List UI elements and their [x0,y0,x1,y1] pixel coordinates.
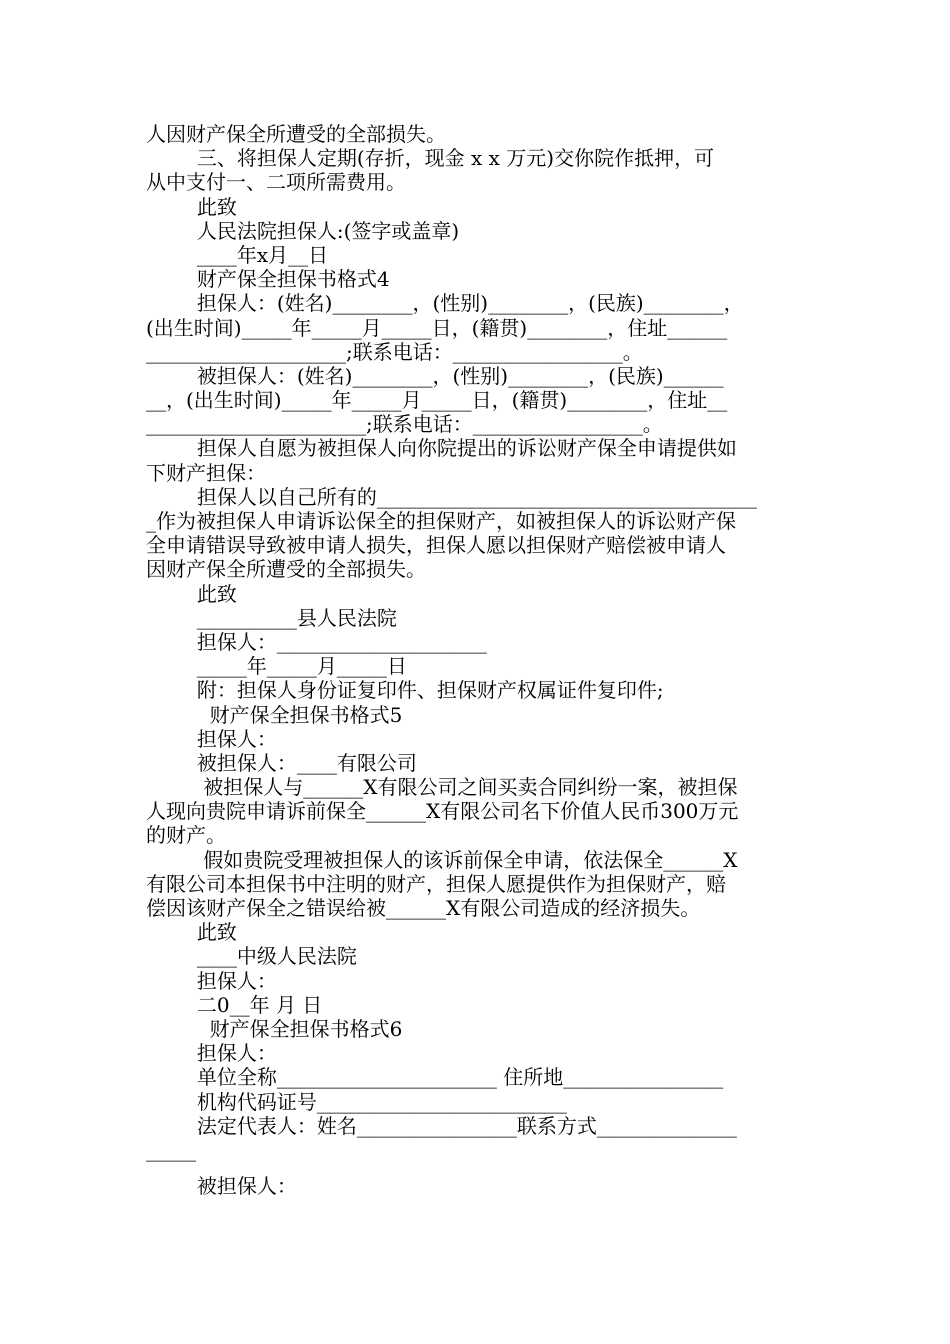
document-line: 被担保人与______X有限公司之间买卖合同纠纷一案，被担保 [146,775,738,800]
document-line: 人因财产保全所遭受的全部损失。 [146,122,446,146]
document-line: (出生时间)_____年_____月_____日，(籍贯)________，住址______ [146,315,728,340]
document-line: 担保人： [146,1041,277,1066]
document-line: 附：担保人身份证复印件、担保财产权属证件复印件; [146,678,664,703]
document-line: 人民法院担保人:(签字或盖章) [146,218,460,243]
document-line: ______________________;联系电话：_________________。 [146,412,663,437]
document-line: __________县人民法院 [146,605,397,630]
document-line: 的财产。 [146,823,226,848]
document-line: ____________________;联系电话：_________________。 [146,339,643,364]
document-line: 下财产担保： [146,460,266,485]
document-line: 全申请错误导致被申请人损失，担保人愿以担保财产赔偿被申请人 [146,533,726,558]
line-gap [146,1162,808,1174]
document-line: 偿因该财产保全之错误给被______X有限公司造成的经济损失。 [146,896,701,920]
document-line: 单位全称______________________ 住所地________________ [146,1065,724,1090]
document-line: 财产保全担保书格式5 [146,702,403,727]
document-line: 此致 [146,581,237,606]
document-line: 担保人： [146,968,277,993]
document-line: __，(出生时间)_____年_____月_____日，(籍贯)________，住址__ [146,388,728,413]
document-line: 此致 [146,920,237,945]
document-line: 财产保全担保书格式4 [146,267,390,292]
document-body [146,122,808,1198]
document-line: 人现向贵院申请诉前保全______X有限公司名下价值人民币300万元 [146,799,739,824]
document-line: 担保人：_____________________ [146,629,487,654]
document-line: 担保人：(姓名)________，(性别)________，(民族)________， [146,291,744,316]
document-line: 法定代表人：姓名________________联系方式______________ [146,1113,737,1138]
document-line: ____年x月__日 [146,242,329,267]
document-line: 机构代码证号_________________________ [146,1089,567,1114]
document-line: _作为被担保人申请诉讼保全的担保财产，如被担保人的诉讼财产保 [146,509,736,533]
document-line: 被担保人： [146,1174,297,1199]
document-line: 有限公司本担保书中注明的财产，担保人愿提供作为担保财产，赔 [146,871,726,896]
document-line: 担保人以自己所有的______________________________________ [146,484,757,509]
document-line: 被担保人：(姓名)________，(性别)________，(民族)______ [146,363,724,388]
document-line: ____中级人民法院 [146,944,357,969]
document-line: 担保人： [146,726,277,751]
document-line: 二0__年 月 日 [146,992,323,1017]
document-line: _____年_____月_____日 [146,654,407,679]
document-line: 三、将担保人定期(存折，现金 x x 万元)交你院作抵押，可 [146,146,715,171]
document-line: 被担保人：____有限公司 [146,750,417,775]
document-line: _____ [146,1137,196,1162]
document-line: 此致 [146,194,237,219]
document-line: 担保人自愿为被担保人向你院提出的诉讼财产保全申请提供如 [146,436,737,461]
document-line: 假如贵院受理被担保人的该诉前保全申请，依法保全______X [146,847,738,872]
document-line: 因财产保全所遭受的全部损失。 [146,557,426,582]
document-line: 财产保全担保书格式6 [146,1016,403,1041]
document-line: 从中支付一、二项所需费用。 [146,170,406,195]
